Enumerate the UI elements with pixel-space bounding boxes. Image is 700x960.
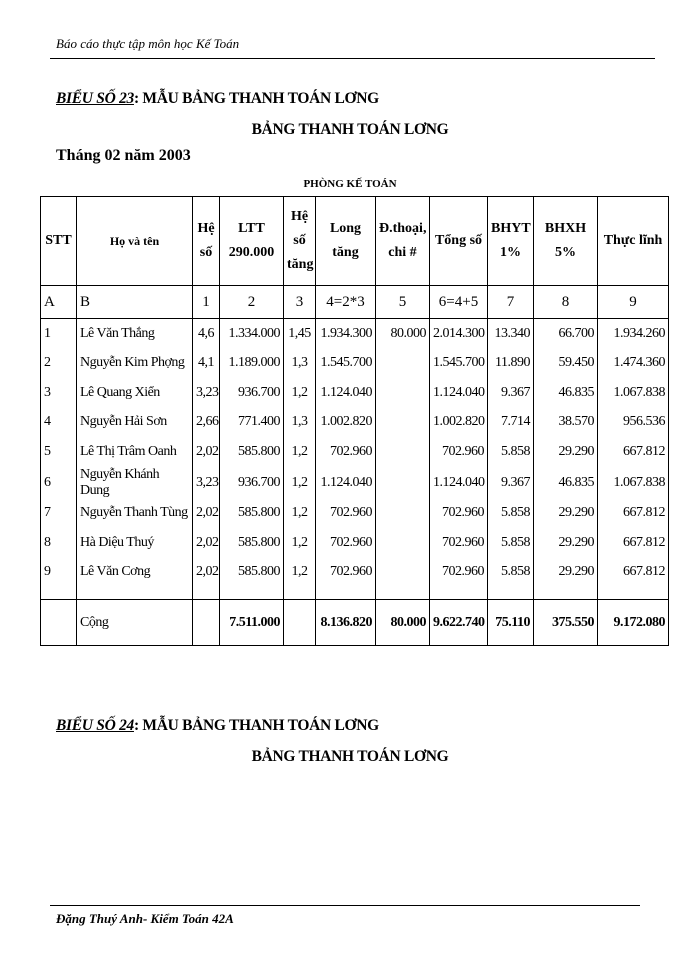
table-cell: Lê Văn Cơng [77,558,193,588]
table-cell: 1,2 [284,467,316,499]
total-cell [193,600,220,646]
table-cell: Lê Quang Xiển [77,378,193,408]
total-cell: 9.172.080 [598,600,669,646]
table-cell: 9.367 [488,378,534,408]
table-cell: 3 [41,378,77,408]
table-cell: Nguyễn Hải Sơn [77,408,193,438]
table-row [41,408,669,438]
col-ltt: LTT 290.000 [220,197,284,286]
col-bhxh: BHXH 5% [534,197,598,286]
table-cell: 1.934.260 [598,319,669,349]
table-cell: 1,2 [284,558,316,588]
table-cell: 66.700 [534,319,598,349]
index-cell: 8 [534,286,598,319]
table-row [41,378,669,408]
table-cell: 1.067.838 [598,378,669,408]
month-label: Tháng 02 năm 2003 [56,147,191,164]
index-cell: 2 [220,286,284,319]
col-heso-tang: Hệ số tăng [284,197,316,286]
table-row [41,319,669,349]
table-cell: 1,2 [284,378,316,408]
table-cell: 59.450 [534,349,598,379]
table-cell: 46.835 [534,467,598,499]
table-cell: 667.812 [598,558,669,588]
table-cell [376,349,430,379]
table-cell: 956.536 [598,408,669,438]
page-footer: Đặng Thuý Anh- Kiểm Toán 42A [56,911,234,926]
table-cell [376,499,430,529]
table-cell: Nguyễn Kim Phợng [77,349,193,379]
table-cell: 1.545.700 [430,349,488,379]
total-cell: 80.000 [376,600,430,646]
col-thuc-linh: Thực lĩnh [598,197,669,286]
table-cell: 702.960 [430,528,488,558]
table-cell: 1.934.300 [316,319,376,349]
table-cell: 585.800 [220,558,284,588]
table-cell: 4,1 [193,349,220,379]
table-cell: 29.290 [534,528,598,558]
table-cell: 702.960 [316,558,376,588]
table-cell [376,558,430,588]
spacer-row [41,587,669,600]
table-cell: 771.400 [220,408,284,438]
total-cell: Cộng [77,600,193,646]
table-cell: Hà Diệu Thuý [77,528,193,558]
table-cell [376,467,430,499]
form-23-code: BIỂU SỐ 23 [56,90,134,107]
table-cell: 38.570 [534,408,598,438]
total-cell [41,600,77,646]
table-cell: 1.067.838 [598,467,669,499]
table-cell: 4 [41,408,77,438]
table-cell: 667.812 [598,437,669,467]
table-cell: 702.960 [316,499,376,529]
table-cell: 29.290 [534,437,598,467]
table-cell: 1,2 [284,437,316,467]
table-cell: 2,02 [193,499,220,529]
table-cell: Nguyễn Khánh Dung [77,467,193,499]
table-row [41,467,669,499]
table-cell: 1,45 [284,319,316,349]
table-cell: 667.812 [598,528,669,558]
table-cell: 13.340 [488,319,534,349]
table-row [41,499,669,529]
table-cell: 1.545.700 [316,349,376,379]
table-cell: 2,02 [193,528,220,558]
index-cell: 9 [598,286,669,319]
col-dien-thoai: Đ.thoại, chi # [376,197,430,286]
department-label: PHÒNG KẾ TOÁN [303,178,397,190]
table-cell: 5.858 [488,437,534,467]
total-cell: 9.622.740 [430,600,488,646]
table-cell: Lê Văn Thắng [77,319,193,349]
table-cell: 80.000 [376,319,430,349]
index-cell: 3 [284,286,316,319]
table-row [41,437,669,467]
table-cell: 1.124.040 [430,378,488,408]
table-cell: 8 [41,528,77,558]
table-cell: 702.960 [430,499,488,529]
table-cell: 702.960 [430,558,488,588]
table-cell: 936.700 [220,467,284,499]
total-cell: 75.110 [488,600,534,646]
col-name: Họ và tên [77,197,193,286]
table-cell: 5.858 [488,558,534,588]
table-cell: 2,66 [193,408,220,438]
index-cell: 6=4+5 [430,286,488,319]
table-cell: 1.474.360 [598,349,669,379]
table-cell: 585.800 [220,528,284,558]
table-cell: 702.960 [430,437,488,467]
table-cell: 702.960 [316,528,376,558]
index-cell: 5 [376,286,430,319]
table-cell: 1.002.820 [316,408,376,438]
table-cell: 702.960 [316,437,376,467]
table-cell: 3,23 [193,467,220,499]
table-cell: 936.700 [220,378,284,408]
table-cell: 1.189.000 [220,349,284,379]
form-23-text: : MẪU BẢNG THANH TOÁN LƠNG [133,90,379,107]
form-24-code: BIỂU SỐ 24 [56,717,134,734]
table-cell: 1,3 [284,349,316,379]
table-cell: Lê Thị Trâm Oanh [77,437,193,467]
table-cell: 29.290 [534,499,598,529]
table-cell: 1.002.820 [430,408,488,438]
index-row [41,286,669,319]
form-24-label [56,717,379,735]
table-row [41,528,669,558]
footer-divider [50,905,640,906]
col-luong-tang: Long tăng [316,197,376,286]
table-cell: 585.800 [220,437,284,467]
table-cell: 1 [41,319,77,349]
table-cell: 1,2 [284,528,316,558]
table-cell [376,378,430,408]
table-cell: 9.367 [488,467,534,499]
table-cell: 9 [41,558,77,588]
form-24-title: BẢNG THANH TOÁN LƠNG [251,748,449,765]
index-cell: A [41,286,77,319]
col-stt: STT [41,197,77,286]
table-cell [376,528,430,558]
table-cell: 4,6 [193,319,220,349]
total-cell: 8.136.820 [316,600,376,646]
table-cell: 1,3 [284,408,316,438]
table-cell: 2.014.300 [430,319,488,349]
table-cell: 5.858 [488,528,534,558]
table-cell: 11.890 [488,349,534,379]
table-cell: 3,23 [193,378,220,408]
index-cell: 4=2*3 [316,286,376,319]
total-cell: 375.550 [534,600,598,646]
table-row [41,558,669,588]
form-24-text: : MẪU BẢNG THANH TOÁN LƠNG [133,717,379,734]
index-cell: 7 [488,286,534,319]
col-heso: Hệ số [193,197,220,286]
index-cell: 1 [193,286,220,319]
table-cell: 1.124.040 [316,378,376,408]
header-divider [50,58,655,59]
table-cell [376,408,430,438]
total-cell [284,600,316,646]
table-row [41,349,669,379]
table-cell: 585.800 [220,499,284,529]
table-cell: 46.835 [534,378,598,408]
table-cell: 5.858 [488,499,534,529]
index-cell: B [77,286,193,319]
table-cell: 7.714 [488,408,534,438]
table-cell [376,437,430,467]
total-cell: 7.511.000 [220,600,284,646]
table-cell: 29.290 [534,558,598,588]
table-cell: Nguyễn Thanh Tùng [77,499,193,529]
table-cell: 1,2 [284,499,316,529]
table-cell: 1.124.040 [430,467,488,499]
total-row [41,600,669,646]
table-cell: 7 [41,499,77,529]
header-row [41,197,669,286]
table-cell: 2,02 [193,437,220,467]
table-cell: 2 [41,349,77,379]
table-cell: 5 [41,437,77,467]
table-cell: 667.812 [598,499,669,529]
table-cell: 2,02 [193,558,220,588]
page-header: Báo cáo thực tập môn học Kế Toán [56,36,240,51]
table-cell: 6 [41,467,77,499]
form-23-title: BẢNG THANH TOÁN LƠNG [251,121,449,138]
col-tong-so: Tổng số [430,197,488,286]
table-cell: 1.124.040 [316,467,376,499]
payroll-table [40,196,669,646]
table-cell: 1.334.000 [220,319,284,349]
col-bhyt: BHYT 1% [488,197,534,286]
form-23-label [56,90,379,108]
